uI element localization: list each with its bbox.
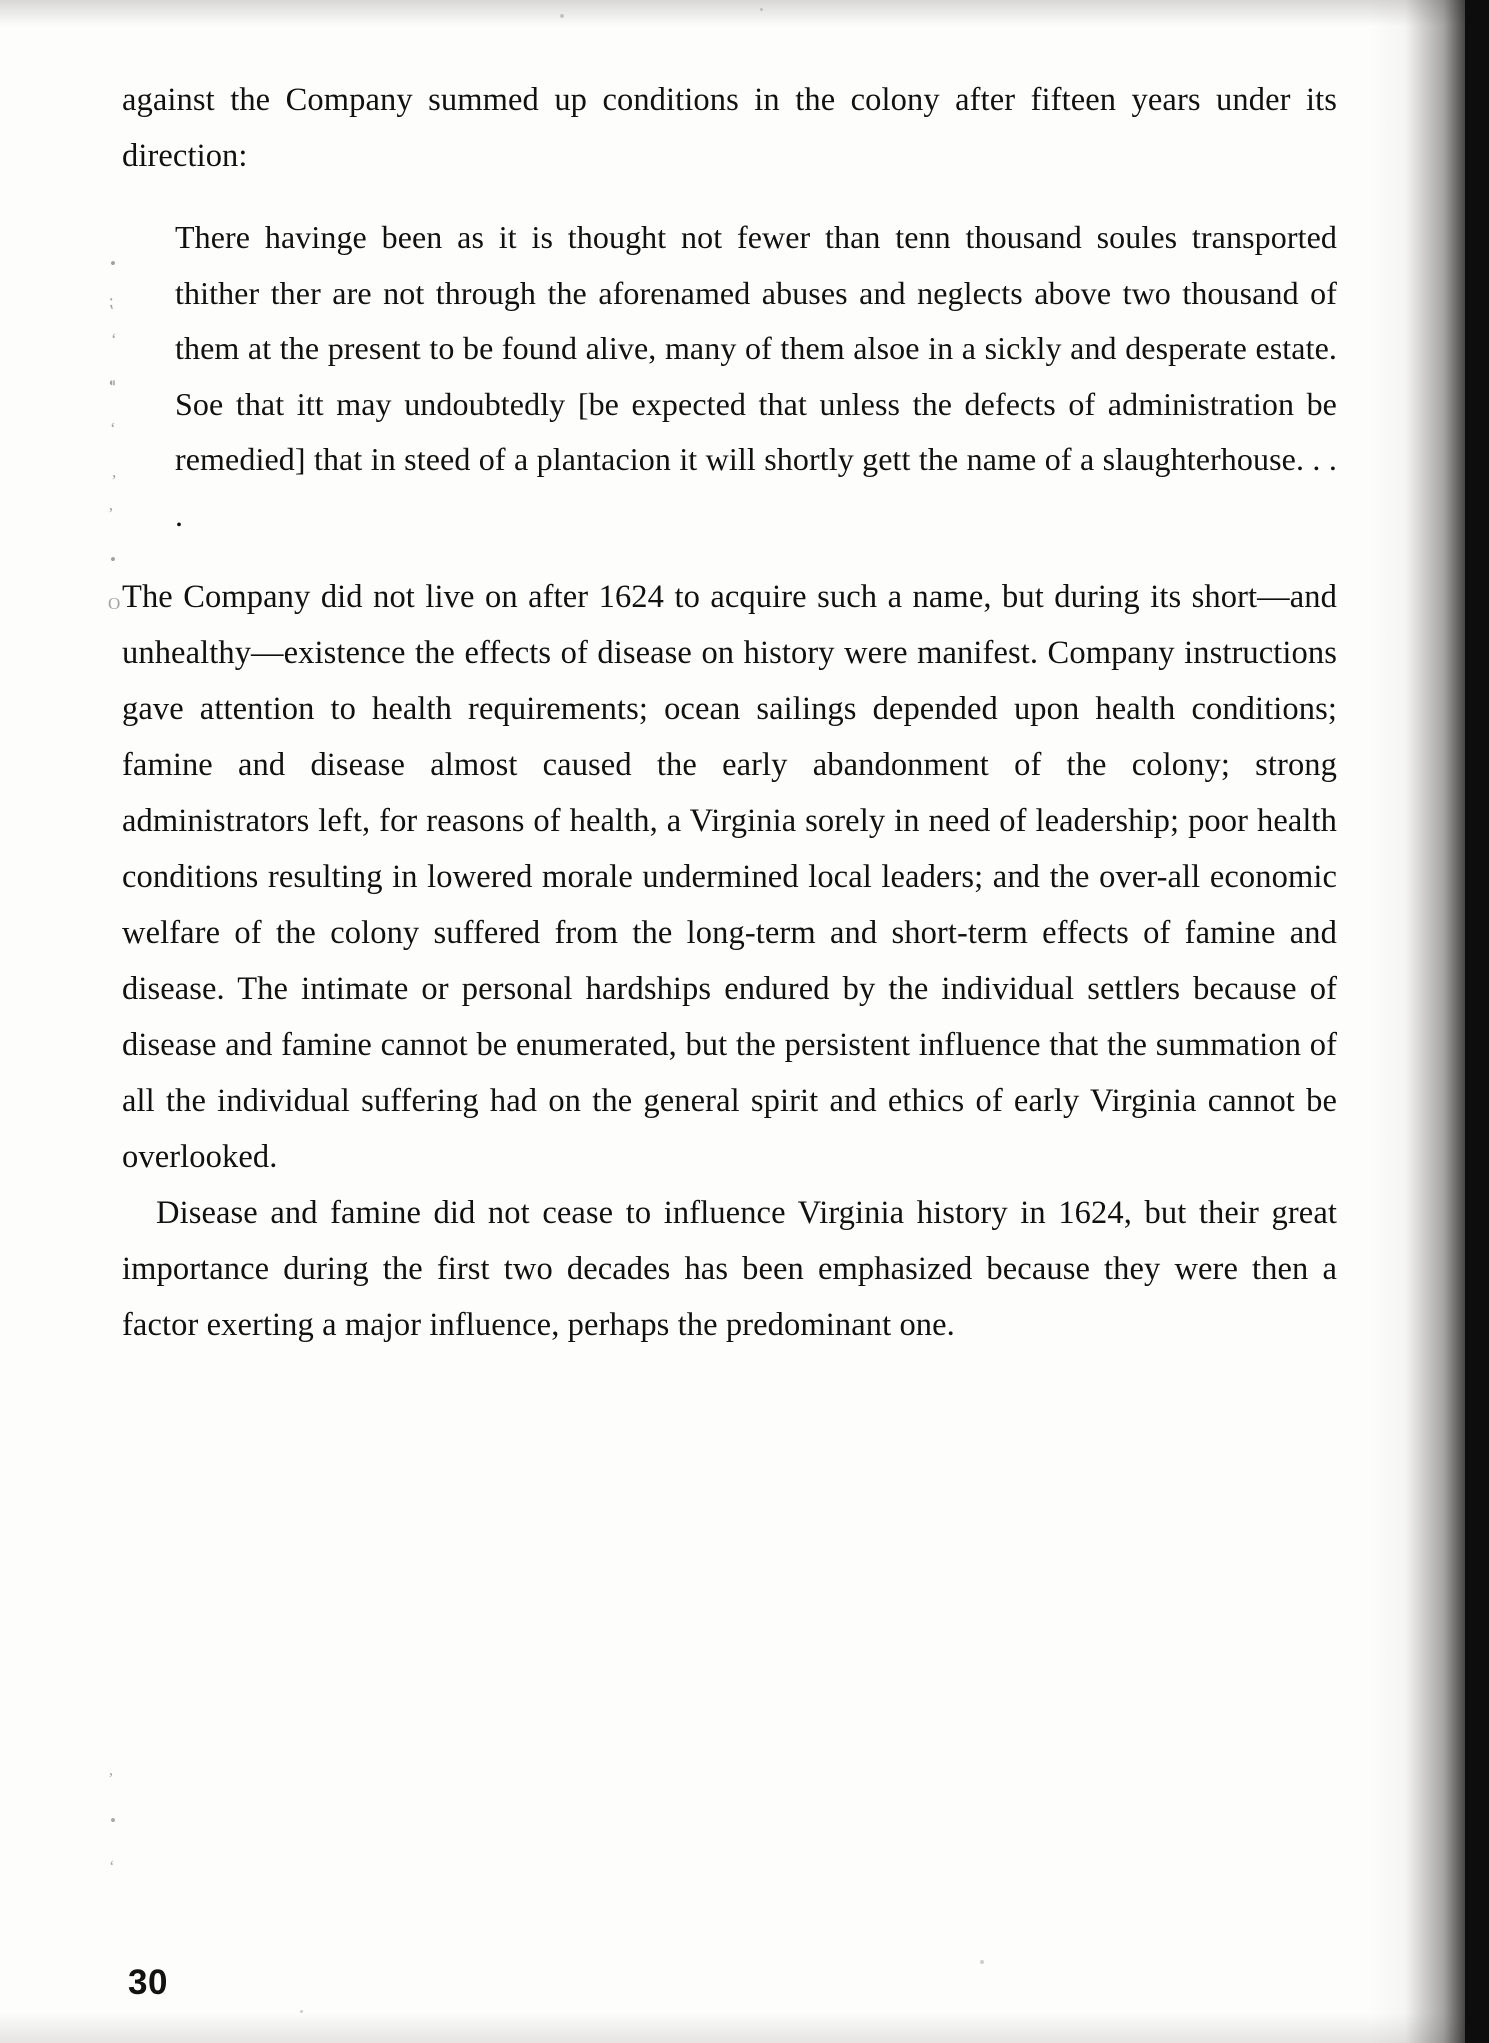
block-quotation: There havinge been as it is thought not fewer than tenn thousand soules transported thither ther are not through the aforenamed abuses and neglects above two thousand of them at the present to be found alive, many of them alsoe in a sickly and desperate estate. Soe that itt may undoubtedly [be expected that unless the defects of administration be remedied] that in steed of a plantacion it will shortly gett the name of a slaughterhouse. . . .	[175, 219, 1337, 533]
book-gutter-shadow	[1369, 0, 1489, 2043]
page-text-column	[122, 72, 1337, 1353]
scan-speck	[980, 1960, 984, 1964]
paragraph-intro: against the Company summed up conditions in the colony after fifteen years under its direction:	[122, 82, 1337, 174]
book-edge	[1465, 0, 1489, 2043]
scan-speck	[760, 8, 763, 11]
scan-speck	[300, 2010, 303, 2013]
lower-left-margin-artifacts: ’ • ‘	[108, 1769, 116, 1876]
bottom-edge-shadow	[0, 2013, 1489, 2043]
page-number: 30	[128, 1963, 168, 2002]
scan-speck	[560, 14, 564, 18]
top-edge-shadow	[0, 0, 1489, 26]
left-margin-artifacts: • ⁏ ‘ ⁌ ‘ , ’ • Ο	[108, 254, 121, 613]
paragraph-body-2: Disease and famine did not cease to influence Virginia history in 1624, but their great importance during the first two decades has been emphasized because they were then a factor exerting a major influence, perhaps the predominant one.	[122, 1195, 1337, 1343]
paragraph-body-1: The Company did not live on after 1624 to acquire such a name, but during its short—and unhealthy—existence the effects of disease on history were manifest. Company instructions gave attention to health requirements; ocean sailings depended upon health conditions; famine and disease almost caused the early abandonment of the colony; strong administrators left, for reasons of health, a Virginia sorely in need of leadership; poor health conditions resulting in lowered morale undermined local leaders; and the over-all economic welfare of the colony suffered from the long-term and short-term effects of famine and disease. The intimate or personal hardships endured by the individual settlers because of disease and famine cannot be enumerated, but the persistent influence that the summation of all the individual suffering had on the general spirit and ethics of early Virginia cannot be overlooked.	[122, 579, 1337, 1175]
